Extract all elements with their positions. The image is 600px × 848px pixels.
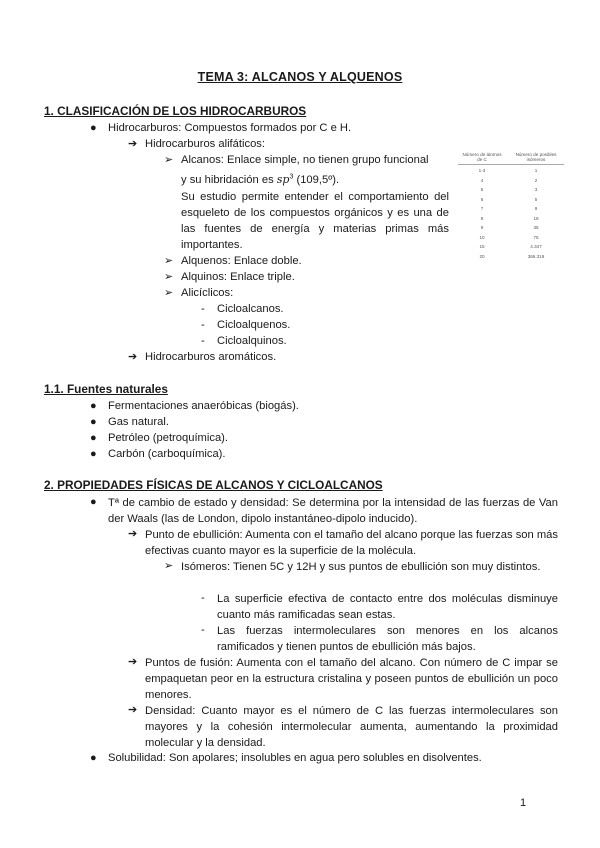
- section-1-heading: 1. CLASIFICACIÓN DE LOS HIDROCARBUROS: [44, 104, 307, 118]
- table-cell: 20: [479, 253, 485, 259]
- table-cell: 9: [480, 225, 484, 230]
- source-item: Fermentaciones anaeróbicas (biogás).: [108, 400, 299, 412]
- alkanes-line-1: Alcanos: Enlace simple, no tienen grupo funcional: [181, 154, 429, 166]
- bullet-dot: ●: [90, 752, 97, 764]
- table-cell: 366.319: [527, 253, 545, 259]
- dash-marker: -: [201, 624, 205, 636]
- source-item: Carbón (carboquímica).: [108, 448, 226, 460]
- table-cell: 75: [533, 234, 539, 240]
- forces-text: Las fuerzas intermoleculares son menores en los alcanos ramificados y tienen puntos de ebullición más bajos.: [217, 625, 558, 653]
- hydrocarbons-definition: Hidrocarburos: Compuestos formados por C e H.: [108, 122, 352, 134]
- table-cell: 1-3: [478, 168, 486, 173]
- table-cell: 1: [534, 168, 538, 173]
- table-col-carbons: Número de átomos de C: [462, 152, 502, 162]
- table-cell: 18: [533, 215, 539, 221]
- table-cell: 4: [480, 177, 484, 183]
- chevron-icon: ➢: [164, 255, 174, 267]
- arrow-icon: ➔: [128, 351, 138, 363]
- bond-angle: (109,5º).: [296, 174, 340, 186]
- table-cell: 10: [479, 234, 485, 240]
- page-title: TEMA 3: ALCANOS Y ALQUENOS: [197, 70, 403, 84]
- alkynes-item: Alquinos: Enlace triple.: [181, 271, 295, 283]
- isomer-table: [458, 150, 564, 262]
- bullet-dot: ●: [90, 416, 97, 428]
- alkanes-hybrid-label: y su hibridación es: [181, 174, 274, 186]
- table-row: [458, 252, 564, 262]
- chevron-icon: ➢: [164, 154, 174, 166]
- aliphatic-label: Hidrocarburos alifáticos:: [145, 138, 266, 150]
- chevron-icon: ➢: [164, 287, 174, 299]
- table-row: [458, 185, 564, 195]
- bullet-dot: ●: [90, 432, 97, 444]
- table-row: [458, 242, 564, 252]
- arrow-icon: ➔: [128, 138, 138, 150]
- chevron-icon: ➢: [164, 271, 174, 283]
- bullet-dot: ●: [90, 496, 97, 508]
- alicyclic-item: Alicíclicos:: [181, 287, 234, 299]
- cyclo-item: Cicloalquenos.: [217, 319, 291, 331]
- temperature-density-text: Tª de cambio de estado y densidad: Se determina por la intensidad de las fuerzas de Van der Waals (las de London, dipolo instantáneo-dipolo inducido).: [108, 497, 558, 525]
- table-row: [458, 223, 564, 233]
- dash-marker: -: [201, 335, 205, 347]
- table-row: [458, 166, 564, 176]
- sp-symbol: sp: [276, 173, 290, 186]
- table-row: [458, 204, 564, 214]
- table-row: [458, 233, 564, 243]
- chevron-icon: ➢: [164, 560, 174, 572]
- sp-exponent: 3: [289, 173, 294, 181]
- table-row: [458, 176, 564, 186]
- section-2-heading: 2. PROPIEDADES FÍSICAS DE ALCANOS Y CICLOALCANOS: [44, 478, 383, 492]
- table-cell: 5: [480, 187, 484, 192]
- dash-marker: -: [201, 319, 205, 331]
- density-text: Densidad: Cuanto mayor es el número de C las fuerzas intermoleculares son mayores y la cohesión intermolecular aumenta, aumentando la proximidad molecular y la densidad.: [145, 705, 558, 749]
- bullet-dot: ●: [90, 448, 97, 460]
- table-col-isomers: Número de posibles isómeros: [515, 152, 557, 162]
- alkanes-study-text: Su estudio permite entender el comportamiento del esqueleto de los compuestos orgánicos y es una de las fuentes de energía y materias primas más importantes.: [181, 191, 449, 251]
- table-cell: 2: [534, 177, 538, 183]
- bullet-dot: ●: [90, 122, 97, 134]
- dash-marker: -: [201, 592, 205, 604]
- boiling-point-text: Punto de ebullición: Aumenta con el tamaño del alcano porque las fuerzas son más efectivas cuanto mayor es la superficie de la molécula.: [145, 529, 558, 557]
- table-cell: 9: [534, 206, 538, 211]
- arrow-icon: ➔: [128, 704, 138, 716]
- table-cell: 35: [533, 225, 539, 230]
- solubility-text: Solubilidad: Son apolares; insolubles en agua pero solubles en disolventes.: [108, 752, 482, 764]
- cyclo-item: Cicloalquinos.: [217, 335, 287, 347]
- surface-text: La superficie efectiva de contacto entre dos moléculas disminuye cuanto más ramificadas sean estas.: [217, 593, 558, 621]
- cyclo-item: Cicloalcanos.: [217, 303, 284, 315]
- arrow-icon: ➔: [128, 656, 138, 668]
- page-number: 1: [520, 797, 527, 809]
- alkenes-item: Alquenos: Enlace doble.: [181, 255, 302, 267]
- dash-marker: -: [201, 303, 205, 315]
- arrow-icon: ➔: [128, 528, 138, 540]
- table-cell: 7: [480, 206, 484, 211]
- isomer-table-header: [458, 150, 564, 165]
- isomers-text: Isómeros: Tienen 5C y 12H y sus puntos de ebullición son muy distintos.: [181, 561, 541, 573]
- table-cell: 15: [479, 244, 485, 249]
- source-item: Petróleo (petroquímica).: [108, 432, 229, 444]
- table-cell: 8: [480, 215, 484, 221]
- alkanes-line-2: [181, 172, 339, 188]
- table-row: [458, 214, 564, 224]
- bullet-dot: ●: [90, 400, 97, 412]
- table-cell: 3: [534, 187, 538, 192]
- aromatic-item: Hidrocarburos aromáticos.: [145, 351, 277, 363]
- table-cell: 4.347: [530, 244, 542, 249]
- table-row: [458, 195, 564, 205]
- table-cell: 5: [534, 196, 538, 202]
- source-item: Gas natural.: [108, 416, 169, 428]
- table-cell: 6: [480, 196, 484, 202]
- melting-point-text: Puntos de fusión: Aumenta con el tamaño del alcano. Con número de C impar se empaquetan peor en la estructura cristalina y poseen puntos de ebullición un poco menores.: [145, 657, 558, 701]
- section-1-1-heading: 1.1. Fuentes naturales: [44, 382, 168, 396]
